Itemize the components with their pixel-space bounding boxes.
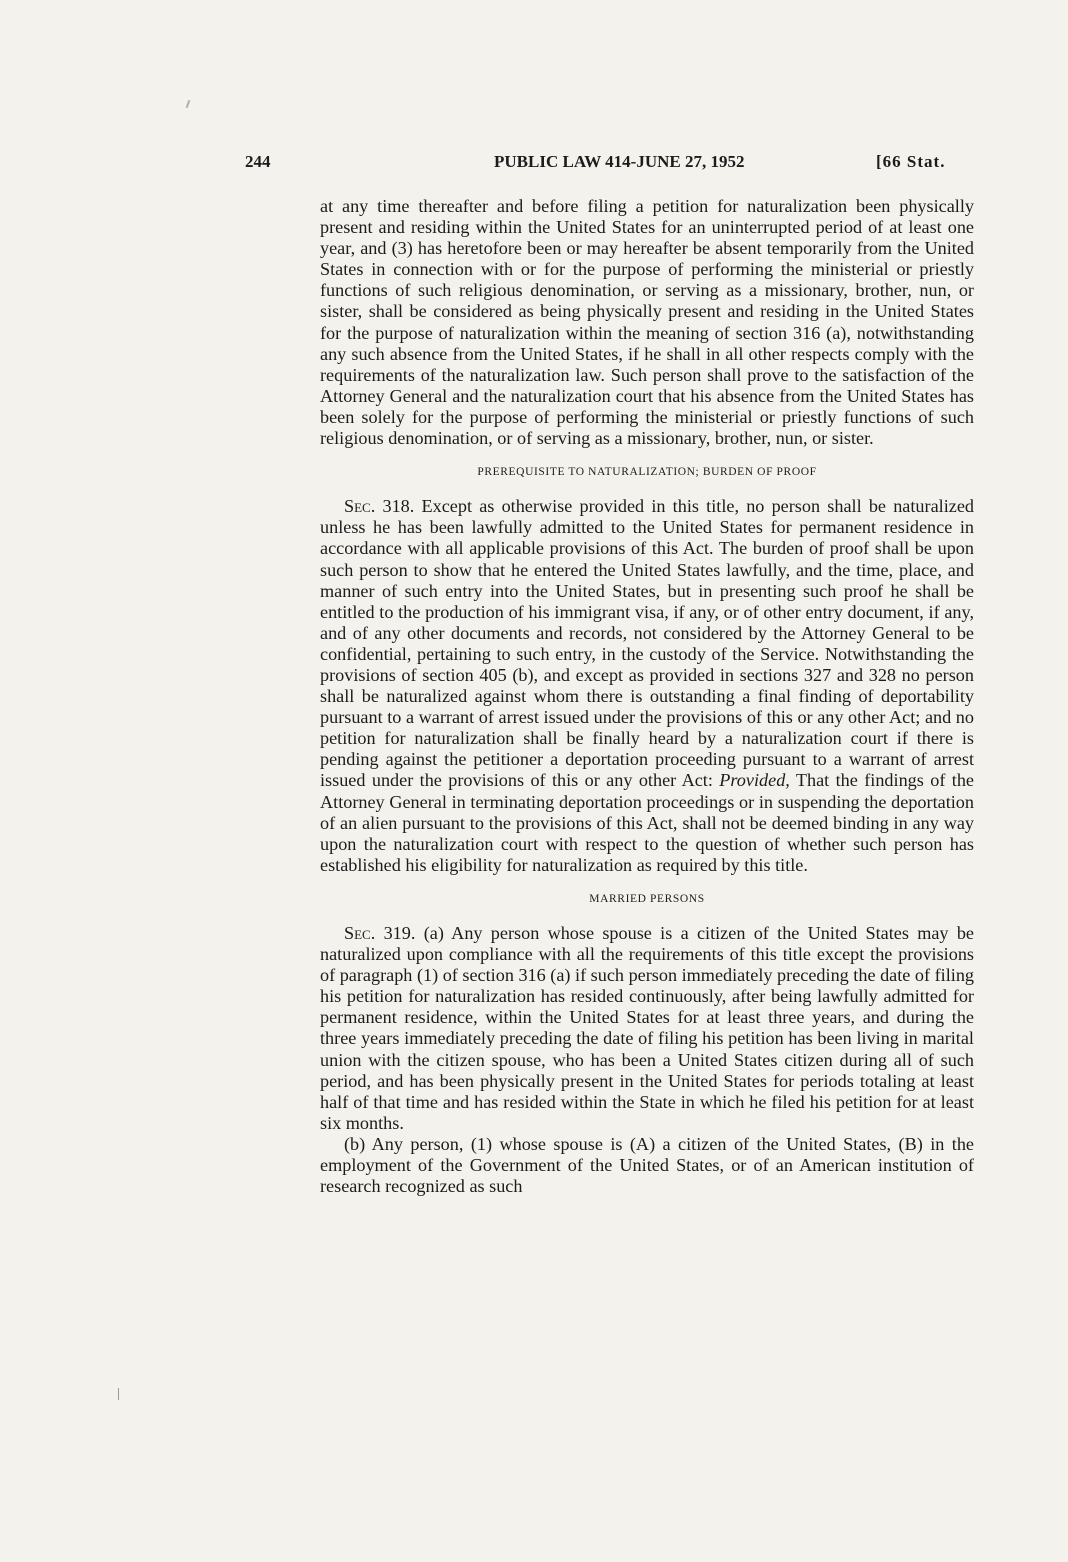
law-title: PUBLIC LAW 414-JUNE 27, 1952 bbox=[494, 152, 745, 171]
section-heading-prerequisite: PREREQUISITE TO NATURALIZATION; BURDEN OF PROOF bbox=[477, 466, 817, 479]
section-heading-married: MARRIED PERSONS bbox=[589, 892, 705, 905]
section-319-a-text: (a) Any person whose spouse is a citizen of the United States may be naturalized upon compliance with all the requirements of this title except the provisions of paragraph (1) of section 316 (a) if such person immediately preceding the date of filing his petition for naturalization has resided continuously, after being lawfully admitted for permanent residence, within the United States for at least three years, and during the three years immediately preceding the date of filing his petition has been living in marital union with the citizen spouse, who has been a United States citizen during all of such period, and has been physically present in the United States for periods totaling at least half of that time and has resided within the State in which he filed his petition for at least six months. bbox=[320, 923, 975, 1133]
section-318-text-2: That the findings of the Attorney General in terminating deportation proceedings or in suspending the deportation of an alien pursuant to the provisions of this Act, shall not be deemed binding in any way upon the naturalization court with respect to the question of whether such person has established his eligibility for naturalization as required by this title. bbox=[320, 770, 974, 875]
margin-mark bbox=[186, 100, 191, 108]
section-319-a-paragraph bbox=[320, 923, 974, 1134]
section-319-label: Sec. 319. bbox=[344, 923, 416, 943]
document-body bbox=[320, 196, 974, 1197]
statute-reference: [66 Stat. bbox=[876, 152, 946, 171]
paragraph-continuation: at any time thereafter and before filing a petition for naturalization been physically present and residing within the United States for an uninterrupted period of at least one year, and (3) has heretofore been or may hereafter be absent temporarily from the United States in connection with or for the purpose of performing the ministerial or priestly functions of such religious denomination, or serving as a missionary, brother, nun, or sister, shall be considered as being physically present and residing in the United States for the purpose of naturalization within the meaning of section 316 (a), notwithstanding any such absence from the United States, if he shall in all other respects comply with the requirements of the naturalization law. Such person shall prove to the satisfaction of the Attorney General and the naturalization court that his absence from the United States has been solely for the purpose of performing the ministerial or priestly functions of such religious denomination, or of serving as a missionary, brother, nun, or sister. bbox=[320, 196, 974, 449]
provided-term: Provided, bbox=[719, 770, 790, 791]
section-318-text-1: Except as otherwise provided in this title, no person shall be naturalized unless he has been lawfully admitted to the United States for permanent residence in accordance with all applicable provisions of this Act. The burden of proof shall be upon such person to show that he entered the United States lawfully, and the time, place, and manner of such entry into the United States, but in presenting such proof he shall be entitled to the production of his immigrant visa, if any, or of other entry document, if any, and of any other documents and records, not considered by the Attorney General to be confidential, pertaining to such entry, in the custody of the Service. Notwithstanding the provisions of section 405 (b), and except as provided in sections 327 and 328 no person shall be naturalized against whom there is outstanding a final finding of deportability pursuant to a warrant of arrest issued under the provisions of this or any other Act; and no petition for naturalization shall be finally heard by a naturalization court if there is pending against the petitioner a deportation proceeding pursuant to a warrant of arrest issued under the provisions of this or any other Act: bbox=[320, 496, 974, 791]
section-318-paragraph bbox=[320, 496, 974, 876]
section-318-label: Sec. 318. bbox=[344, 496, 415, 517]
page-number: 244 bbox=[245, 152, 271, 171]
running-header bbox=[0, 152, 1068, 182]
section-319-b-paragraph: (b) Any person, (1) whose spouse is (A) a citizen of the United States, (B) in the employment of the Government of the United States, or of an American institution of research recognized as such bbox=[320, 1133, 974, 1197]
margin-tick bbox=[118, 1388, 119, 1400]
